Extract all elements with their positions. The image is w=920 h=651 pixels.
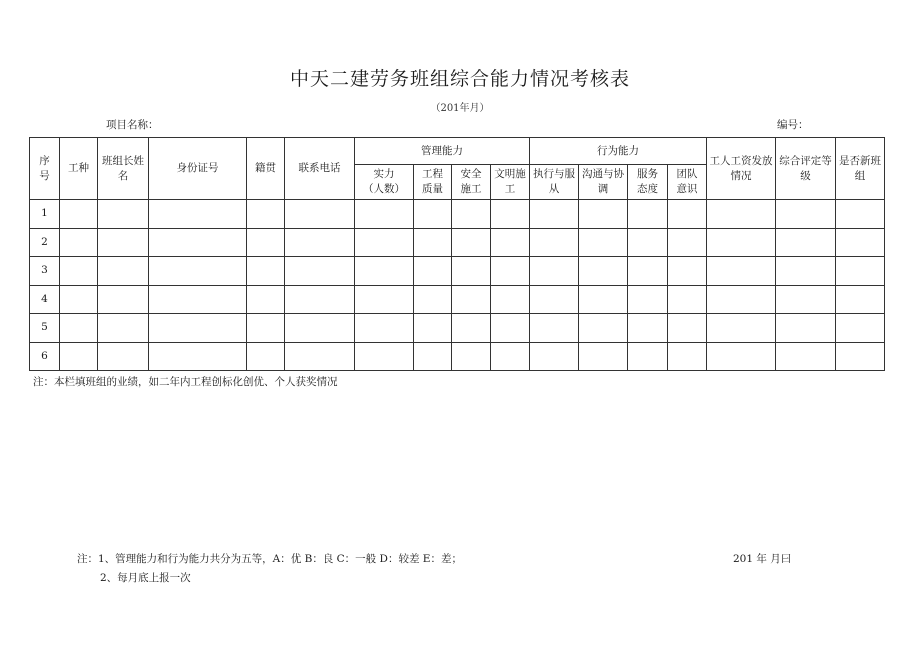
cell-coordination[interactable] <box>579 342 628 371</box>
form-number-label: 编号： <box>777 119 809 131</box>
cell-civil[interactable] <box>491 314 530 343</box>
cell-service[interactable] <box>628 257 668 286</box>
table-row <box>30 342 885 371</box>
cell-safety[interactable] <box>452 228 491 257</box>
header-teamwork: 团队 意识 <box>668 165 707 200</box>
cell-safety[interactable] <box>452 342 491 371</box>
cell-id-number[interactable] <box>149 314 247 343</box>
table-row <box>30 285 885 314</box>
header-overall-rating: 综合评定等 级 <box>776 138 836 200</box>
cell-origin[interactable] <box>247 228 285 257</box>
cell-teamwork[interactable] <box>668 342 707 371</box>
cell-quality[interactable] <box>414 228 452 257</box>
cell-execution[interactable] <box>530 228 579 257</box>
cell-leader-name[interactable] <box>98 200 149 229</box>
cell-id-number[interactable] <box>149 200 247 229</box>
header-phone: 联系电话 <box>285 138 355 200</box>
cell-strength[interactable] <box>355 200 414 229</box>
cell-new-team[interactable] <box>836 314 885 343</box>
header-wage-payment: 工人工资发放 情况 <box>707 138 776 200</box>
cell-wage[interactable] <box>707 257 776 286</box>
cell-coordination[interactable] <box>579 314 628 343</box>
cell-coordination[interactable] <box>579 257 628 286</box>
cell-civil[interactable] <box>491 228 530 257</box>
cell-new-team[interactable] <box>836 342 885 371</box>
cell-quality[interactable] <box>414 200 452 229</box>
cell-execution[interactable] <box>530 285 579 314</box>
cell-civil[interactable] <box>491 285 530 314</box>
cell-execution[interactable] <box>530 314 579 343</box>
cell-phone[interactable] <box>285 285 355 314</box>
row-number: 4 <box>30 285 60 314</box>
cell-leader-name[interactable] <box>98 257 149 286</box>
cell-id-number[interactable] <box>149 257 247 286</box>
cell-teamwork[interactable] <box>668 314 707 343</box>
cell-coordination[interactable] <box>579 285 628 314</box>
cell-service[interactable] <box>628 285 668 314</box>
cell-quality[interactable] <box>414 285 452 314</box>
cell-strength[interactable] <box>355 285 414 314</box>
cell-trade[interactable] <box>60 314 98 343</box>
row-number: 6 <box>30 342 60 371</box>
cell-civil[interactable] <box>491 200 530 229</box>
cell-trade[interactable] <box>60 228 98 257</box>
cell-teamwork[interactable] <box>668 228 707 257</box>
cell-teamwork[interactable] <box>668 285 707 314</box>
cell-trade[interactable] <box>60 257 98 286</box>
cell-trade[interactable] <box>60 342 98 371</box>
header-seq: 序 号 <box>30 138 60 200</box>
header-id-number: 身份证号 <box>149 138 247 200</box>
row-number: 3 <box>30 257 60 286</box>
header-trade: 工种 <box>60 138 98 200</box>
cell-safety[interactable] <box>452 257 491 286</box>
cell-wage[interactable] <box>707 200 776 229</box>
cell-id-number[interactable] <box>149 285 247 314</box>
cell-origin[interactable] <box>247 342 285 371</box>
cell-new-team[interactable] <box>836 200 885 229</box>
form-title: 中天二建劳务班组综合能力情况考核表 <box>289 68 630 90</box>
cell-origin[interactable] <box>247 285 285 314</box>
cell-origin[interactable] <box>247 200 285 229</box>
cell-leader-name[interactable] <box>98 342 149 371</box>
footnote-grading: 注：1、管理能力和行为能力共分为五等，A：优 B：良 C：一般 D：较差 E：差； <box>77 553 462 565</box>
header-new-team: 是否新班 组 <box>836 138 885 200</box>
row-number: 1 <box>30 200 60 229</box>
header-strength: 实力 （人数） <box>355 165 414 200</box>
header-behavior-ability: 行为能力 <box>530 138 707 165</box>
cell-leader-name[interactable] <box>98 285 149 314</box>
header-quality: 工程 质量 <box>414 165 452 200</box>
cell-coordination[interactable] <box>579 228 628 257</box>
cell-phone[interactable] <box>285 228 355 257</box>
cell-wage[interactable] <box>707 285 776 314</box>
header-civil-construction: 文明施 工 <box>491 165 530 200</box>
cell-leader-name[interactable] <box>98 314 149 343</box>
cell-rating[interactable] <box>776 257 836 286</box>
row-number: 2 <box>30 228 60 257</box>
form-period: （201年月） <box>430 103 490 114</box>
cell-service[interactable] <box>628 314 668 343</box>
table-row <box>30 314 885 343</box>
cell-rating[interactable] <box>776 314 836 343</box>
table-header <box>30 138 885 200</box>
cell-new-team[interactable] <box>836 257 885 286</box>
cell-wage[interactable] <box>707 228 776 257</box>
cell-origin[interactable] <box>247 257 285 286</box>
cell-strength[interactable] <box>355 257 414 286</box>
cell-service[interactable] <box>628 228 668 257</box>
assessment-table <box>29 137 885 371</box>
row-number: 5 <box>30 314 60 343</box>
cell-wage[interactable] <box>707 342 776 371</box>
table-body <box>30 200 885 371</box>
cell-origin[interactable] <box>247 314 285 343</box>
header-origin: 籍贯 <box>247 138 285 200</box>
cell-service[interactable] <box>628 200 668 229</box>
cell-leader-name[interactable] <box>98 228 149 257</box>
cell-civil[interactable] <box>491 342 530 371</box>
cell-coordination[interactable] <box>579 200 628 229</box>
footnote-date: 201 年 月曰 <box>733 553 792 565</box>
cell-execution[interactable] <box>530 257 579 286</box>
cell-quality[interactable] <box>414 342 452 371</box>
cell-strength[interactable] <box>355 342 414 371</box>
cell-safety[interactable] <box>452 285 491 314</box>
cell-rating[interactable] <box>776 342 836 371</box>
cell-quality[interactable] <box>414 257 452 286</box>
project-name-label: 项目名称： <box>106 119 159 131</box>
cell-quality[interactable] <box>414 314 452 343</box>
cell-teamwork[interactable] <box>668 200 707 229</box>
header-safety: 安全 施工 <box>452 165 491 200</box>
cell-rating[interactable] <box>776 285 836 314</box>
cell-trade[interactable] <box>60 200 98 229</box>
header-leader-name: 班组长姓 名 <box>98 138 149 200</box>
table-note: 注：本栏填班组的业绩，如二年内工程创标化创优、个人获奖情况 <box>33 376 338 388</box>
cell-civil[interactable] <box>491 257 530 286</box>
cell-phone[interactable] <box>285 342 355 371</box>
cell-safety[interactable] <box>452 314 491 343</box>
header-management-ability: 管理能力 <box>355 138 530 165</box>
cell-safety[interactable] <box>452 200 491 229</box>
cell-rating[interactable] <box>776 228 836 257</box>
cell-phone[interactable] <box>285 200 355 229</box>
cell-id-number[interactable] <box>149 228 247 257</box>
cell-phone[interactable] <box>285 257 355 286</box>
cell-execution[interactable] <box>530 200 579 229</box>
cell-strength[interactable] <box>355 314 414 343</box>
table-row <box>30 257 885 286</box>
footnote-monthly-report: 2、每月底上报一次 <box>100 572 191 584</box>
header-coordination: 沟通与协 调 <box>579 165 628 200</box>
table-row <box>30 228 885 257</box>
cell-phone[interactable] <box>285 314 355 343</box>
header-execution: 执行与服 从 <box>530 165 579 200</box>
cell-teamwork[interactable] <box>668 257 707 286</box>
cell-execution[interactable] <box>530 342 579 371</box>
cell-service[interactable] <box>628 342 668 371</box>
cell-new-team[interactable] <box>836 228 885 257</box>
cell-strength[interactable] <box>355 228 414 257</box>
cell-trade[interactable] <box>60 285 98 314</box>
cell-rating[interactable] <box>776 200 836 229</box>
cell-new-team[interactable] <box>836 285 885 314</box>
cell-id-number[interactable] <box>149 342 247 371</box>
header-service-attitude: 服务 态度 <box>628 165 668 200</box>
table-row <box>30 200 885 229</box>
cell-wage[interactable] <box>707 314 776 343</box>
